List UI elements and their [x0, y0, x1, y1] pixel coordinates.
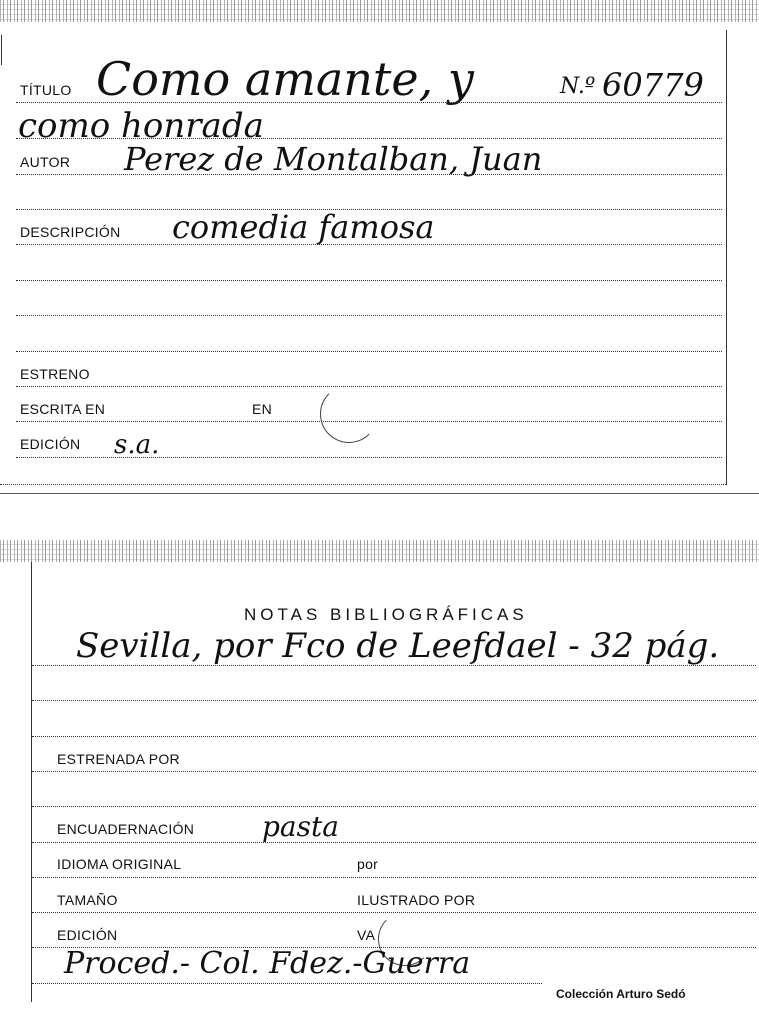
card-separator	[0, 493, 759, 494]
estreno-line	[16, 386, 722, 387]
number-value: 60779	[602, 66, 704, 104]
escrita-en-line	[16, 421, 722, 422]
collection-credit: Colección Arturo Sedó	[556, 987, 686, 1001]
titulo-line-2	[16, 138, 722, 139]
descripcion-value: comedia famosa	[172, 208, 435, 246]
card-front-bottom-line	[0, 484, 726, 485]
notas-line-3	[32, 736, 756, 737]
card-front-left-border	[1, 35, 2, 65]
card-back-left-border	[31, 562, 32, 1002]
card-front-right-border	[726, 30, 727, 485]
notas-line-1	[32, 665, 756, 666]
estrenada-por-line	[32, 771, 756, 772]
blank-line-1	[16, 280, 722, 281]
card-back	[0, 540, 759, 1028]
tamano-label: TAMAÑO	[57, 892, 118, 908]
titulo-value-continued: como honrada	[18, 106, 264, 146]
titulo-label: TÍTULO	[20, 82, 72, 98]
descripcion-label: DESCRIPCIÓN	[20, 224, 121, 240]
notas-line-2	[32, 700, 756, 701]
escrita-en-label: ESCRITA EN	[20, 401, 106, 417]
titulo-value: Como amante, y	[96, 52, 474, 106]
procedencia-value: Proced.- Col. Fdez.-Guerra	[64, 946, 471, 981]
autor-value: Perez de Montalban, Juan	[124, 140, 543, 178]
tamano-line	[32, 912, 756, 913]
procedencia-line	[32, 983, 542, 984]
blank-line-4	[32, 806, 756, 807]
estreno-label: ESTRENO	[20, 366, 90, 382]
edicion-line	[16, 457, 722, 458]
ilustrado-por-label: ILUSTRADO POR	[357, 892, 476, 908]
idioma-original-line	[32, 877, 756, 878]
encuadernacion-label: ENCUADERNACIÓN	[57, 821, 195, 837]
edicion-back-label: EDICIÓN	[57, 927, 118, 943]
notas-title: NOTAS BIBLIOGRÁFICAS	[244, 605, 528, 624]
number-label: N.º	[560, 74, 596, 99]
encuadernacion-line	[32, 842, 756, 843]
punch-hole-mark	[320, 385, 378, 443]
va-label: VA	[357, 927, 376, 943]
blank-line-2	[16, 315, 722, 316]
titulo-line	[16, 102, 722, 103]
notas-value: Sevilla, por Fco de Leefdael - 32 pág.	[76, 626, 720, 666]
edicion-label: EDICIÓN	[20, 436, 81, 452]
idioma-original-label: IDIOMA ORIGINAL	[57, 856, 182, 872]
estrenada-por-label: ESTRENADA POR	[57, 751, 180, 767]
descripcion-line	[16, 244, 722, 245]
card-front	[0, 0, 759, 495]
encuadernacion-value: pasta	[262, 810, 339, 843]
por-label: por	[357, 856, 379, 872]
blank-line-3	[16, 351, 722, 352]
edicion-value: s.a.	[114, 430, 160, 460]
autor-line	[16, 174, 722, 175]
en-label: EN	[252, 401, 273, 417]
autor-label: AUTOR	[20, 154, 71, 170]
